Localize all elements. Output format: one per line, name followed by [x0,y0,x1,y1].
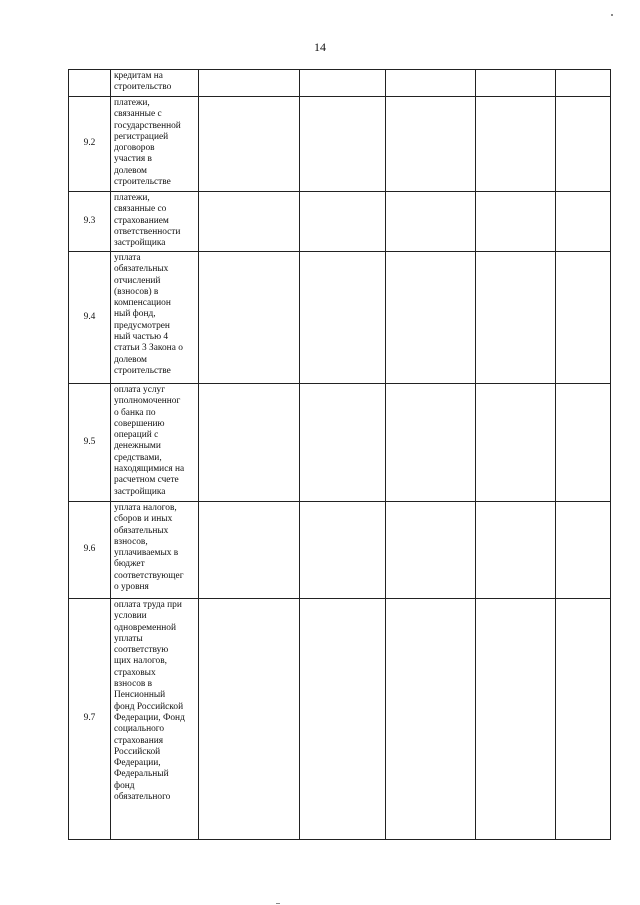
scan-speck [611,14,613,16]
empty-cell [199,252,300,384]
empty-cell [476,502,556,599]
description-line: оплата труда при [114,600,182,610]
description-line: застройщика [114,238,166,249]
page-number: 14 [314,40,326,54]
description-line: Федерации, Фонд [114,712,185,723]
table-row [69,599,611,840]
description-line: о банка по [114,407,156,418]
description-line: оплата услуг [114,385,166,395]
description-line: ный частью 4 [114,332,169,343]
description-line: соответствую [114,645,169,656]
empty-cell [300,70,386,97]
empty-cell [556,97,611,192]
description-line: денежными [114,441,161,452]
description-line: обязательного [114,792,171,803]
row-number [69,70,111,97]
row-number: 9.4 [69,252,111,384]
row-description [111,384,199,502]
empty-cell [556,70,611,97]
description-line: уплата [114,253,141,263]
empty-cell [556,502,611,599]
description-line: о уровня [114,582,149,593]
description-line: уплачиваемых в [114,548,179,559]
description-line: предусмотрен [114,320,170,331]
description-line: страховых [114,667,156,678]
empty-cell [556,252,611,384]
empty-cell [300,599,386,840]
scan-speck [276,903,280,904]
empty-cell [476,384,556,502]
description-line: строительстве [114,365,171,376]
description-line: Федерации, [114,758,161,769]
row-description [111,70,199,97]
empty-cell [199,384,300,502]
empty-cell [386,384,476,502]
description-line: строительство [114,82,172,93]
description-line: страхованием [114,215,169,226]
description-line: соответствующег [114,570,184,581]
description-line: платежи, [114,98,150,108]
empty-cell [476,70,556,97]
description-line: договоров [114,143,155,154]
description-line: расчетном счете [114,475,179,486]
table-row [69,70,611,97]
description-line: уполномоченног [114,396,181,407]
empty-cell [556,192,611,252]
row-description [111,599,199,840]
description-line: бюджет [114,559,145,570]
table-row [69,97,611,192]
data-table [68,69,611,840]
description-line: щих налогов, [114,656,167,667]
description-line: отчислений [114,275,161,286]
description-line: государственной [114,120,181,131]
empty-cell [300,384,386,502]
description-line: регистрацией [114,131,169,142]
row-description [111,192,199,252]
description-line: ный фонд, [114,309,156,320]
description-line: уплаты [114,633,143,644]
empty-cell [386,192,476,252]
table-row [69,192,611,252]
row-number: 9.3 [69,192,111,252]
row-number: 9.7 [69,599,111,840]
empty-cell [476,192,556,252]
description-line: обязательных [114,525,169,536]
empty-cell [386,502,476,599]
empty-cell [199,192,300,252]
empty-cell [386,252,476,384]
empty-cell [476,252,556,384]
empty-cell [476,599,556,840]
description-line: кредитам на [114,71,163,81]
row-number: 9.2 [69,97,111,192]
row-number: 9.5 [69,384,111,502]
description-line: связанные с [114,109,162,120]
description-line: связанные со [114,204,167,215]
empty-cell [300,252,386,384]
empty-cell [386,97,476,192]
empty-cell [476,97,556,192]
description-line: взносов, [114,536,148,547]
empty-cell [386,599,476,840]
description-line: строительстве [114,177,171,188]
description-line: одновременной [114,622,176,633]
table-body [69,70,611,840]
table-row [69,384,611,502]
description-line: страхования [114,735,164,746]
row-number: 9.6 [69,502,111,599]
empty-cell [199,599,300,840]
description-line: обязательных [114,264,169,275]
description-line: социального [114,724,165,735]
description-line: участия в [114,154,152,165]
description-line: долевом [114,165,147,176]
description-line: (взносов) в [114,286,159,297]
description-line: взносов в [114,679,153,690]
row-description [111,502,199,599]
empty-cell [300,192,386,252]
description-line: застройщика [114,486,166,497]
description-line: фонд Российской [114,701,184,712]
empty-cell [199,97,300,192]
empty-cell [556,384,611,502]
description-line: долевом [114,354,147,365]
description-line: совершению [114,418,165,429]
row-description [111,252,199,384]
table-row [69,252,611,384]
empty-cell [199,502,300,599]
description-line: сборов и иных [114,514,173,525]
description-line: условии [114,611,147,622]
description-line: Федеральный [114,769,169,780]
description-line: платежи, [114,193,150,203]
empty-cell [556,599,611,840]
description-line: операций с [114,430,159,441]
description-line: средствами, [114,452,162,463]
empty-cell [199,70,300,97]
description-line: компенсацион [114,298,171,309]
table-row [69,502,611,599]
description-line: Пенсионный [114,690,166,701]
empty-cell [300,97,386,192]
empty-cell [300,502,386,599]
description-line: фонд [114,780,135,791]
row-description [111,97,199,192]
description-line: уплата налогов, [114,503,177,513]
empty-cell [386,70,476,97]
description-line: Российской [114,746,161,757]
description-line: находящимися на [114,464,185,475]
description-line: ответственности [114,226,181,237]
description-line: статьи 3 Закона о [114,343,183,354]
